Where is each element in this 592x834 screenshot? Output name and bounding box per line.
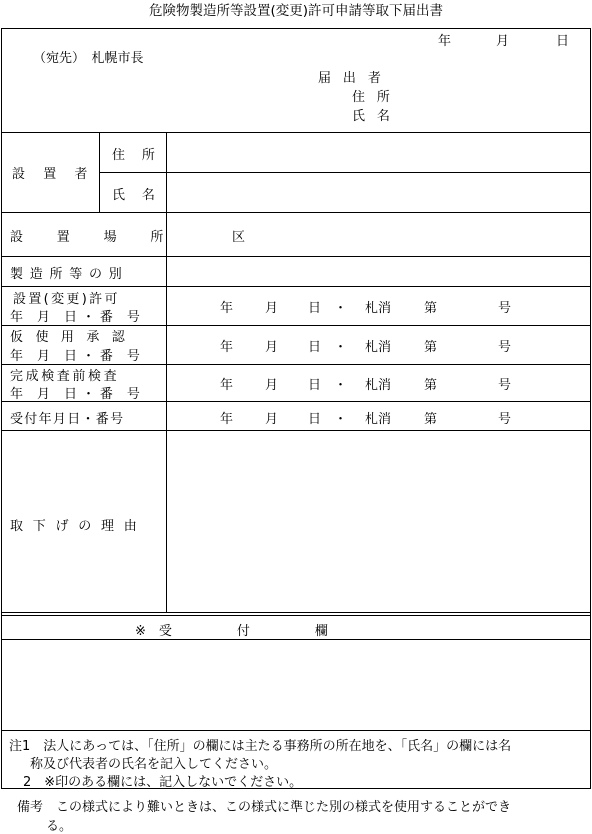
dn-dai: 第: [424, 378, 438, 393]
dn-year: 年: [220, 340, 234, 355]
permit-label-line2: 年 月 日・番 号: [10, 310, 145, 325]
reason-field[interactable]: [168, 432, 588, 610]
dn-prefix: 札消: [365, 340, 392, 355]
note1-line1: 注1 法人にあっては、「住所」の欄には主たる事務所の所在地を、「氏名」の欄には名: [9, 739, 512, 754]
date-number-row-permit[interactable]: [168, 297, 588, 315]
installer-name-label: 氏 名: [112, 188, 157, 203]
rule-installer-mid: [99, 172, 591, 173]
dn-day: 日: [308, 301, 322, 316]
facility-type-label: 製造所等の別: [10, 267, 129, 282]
location-label: 設 置 場 所: [10, 230, 174, 245]
rule-location-bottom: [1, 256, 591, 257]
rule-reason-bottom-b: [1, 615, 591, 616]
dn-prefix: 札消: [365, 301, 392, 316]
facility-type-field[interactable]: [168, 258, 588, 284]
dn-prefix: 札消: [365, 378, 392, 393]
dn-day: 日: [308, 340, 322, 355]
notifier-label: 届 出 者: [318, 71, 385, 86]
date-day: 日: [556, 34, 570, 49]
rule-reception-bottom: [1, 730, 591, 731]
dn-dot: ・: [334, 340, 348, 355]
dn-dot: ・: [334, 412, 348, 427]
addressee: （宛先） 札幌市長: [33, 51, 144, 66]
reason-label: 取下げの理由: [10, 519, 147, 534]
installer-address-label: 住 所: [112, 148, 157, 163]
installer-label: 設 置 者: [12, 167, 91, 182]
installer-name-field[interactable]: [168, 174, 588, 210]
date-number-row-provisional[interactable]: [168, 336, 588, 354]
rule-type-bottom: [1, 286, 591, 287]
date-number-row-receipt[interactable]: [168, 408, 588, 426]
dn-day: 日: [308, 412, 322, 427]
dn-month: 月: [265, 340, 279, 355]
reception-field: [3, 641, 588, 728]
rule-installer-divider: [99, 132, 100, 212]
reception-label: ※ 受 付 欄: [135, 624, 328, 639]
dn-year: 年: [220, 412, 234, 427]
rule-reception-header-bottom: [1, 639, 591, 640]
provisional-label-line2: 年 月 日・番 号: [10, 349, 145, 364]
location-ward: 区: [232, 230, 246, 245]
dn-month: 月: [265, 378, 279, 393]
frame-top: [1, 28, 591, 29]
dn-go: 号: [498, 412, 512, 427]
permit-label-line1: 設置(変更)許可: [13, 292, 120, 307]
note1-line2: 称及び代表者の氏名を記入してください。: [30, 757, 278, 772]
dn-dot: ・: [334, 378, 348, 393]
note2: 2 ※印のある欄には、記入しないでください。: [23, 775, 303, 790]
dn-month: 月: [265, 412, 279, 427]
rule-installer-bottom: [1, 212, 591, 213]
frame-left: [1, 28, 2, 788]
inspection-label-line2: 年 月 日・番 号: [10, 387, 145, 402]
dn-month: 月: [265, 301, 279, 316]
date-year: 年: [438, 34, 452, 49]
dn-dai: 第: [424, 301, 438, 316]
date-number-row-inspection[interactable]: [168, 374, 588, 392]
remark-line1: 備考 この様式により難いときは、この様式に準じた別の様式を使用することができ: [17, 800, 512, 815]
rule-header-bottom: [1, 132, 591, 133]
notifier-address-label: 住 所: [352, 90, 394, 105]
inspection-label-line1: 完成検査前検査: [10, 369, 120, 384]
notifier-name-label: 氏 名: [352, 109, 394, 124]
receipt-label: 受付年月日・番号: [10, 412, 125, 427]
dn-dai: 第: [424, 340, 438, 355]
installer-address-field[interactable]: [168, 134, 588, 170]
frame-right: [590, 28, 591, 788]
dn-go: 号: [498, 340, 512, 355]
dn-day: 日: [308, 378, 322, 393]
dn-year: 年: [220, 301, 234, 316]
dn-prefix: 札消: [365, 412, 392, 427]
remark-line2: る。: [46, 819, 73, 834]
rule-label-divider: [166, 132, 167, 613]
rule-receipt-bottom: [1, 430, 591, 431]
rule-reason-bottom-a: [1, 612, 591, 613]
dn-dot: ・: [334, 301, 348, 316]
dn-dai: 第: [424, 412, 438, 427]
provisional-label-line1: 仮 使 用 承 認: [10, 330, 129, 345]
dn-go: 号: [498, 378, 512, 393]
date-month: 月: [496, 34, 510, 49]
dn-year: 年: [220, 378, 234, 393]
form-title: 危険物製造所等設置(変更)許可申請等取下届出書: [148, 3, 444, 19]
dn-go: 号: [498, 301, 512, 316]
location-field[interactable]: [168, 214, 588, 254]
